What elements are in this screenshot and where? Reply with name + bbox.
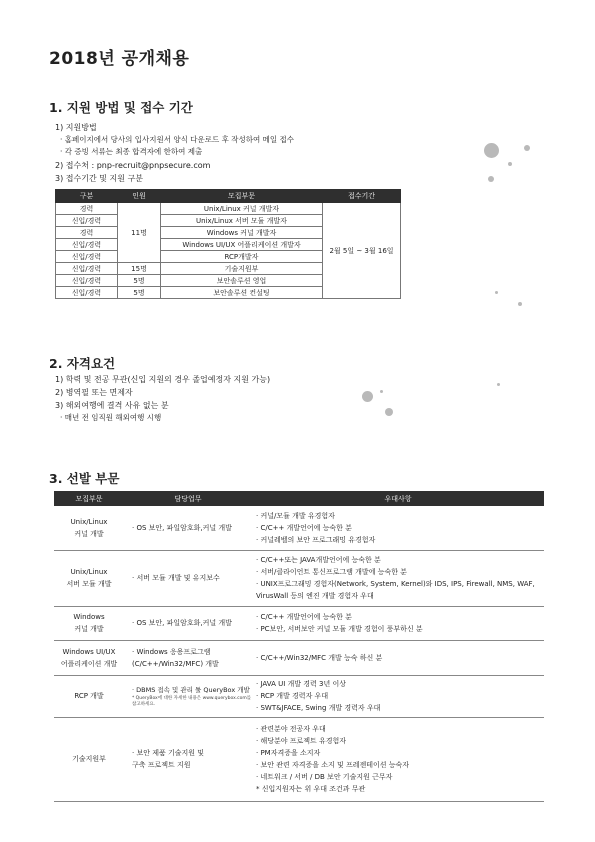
t1-role: 기술지원부 [161,263,323,275]
pref-line: · 서버/클라이언트 통신프로그램 개발에 능숙한 분 [256,568,407,576]
t2-prefs [252,675,544,717]
t2-prefs [252,606,544,640]
section3-heading: 3. 선발 부문 [49,471,120,486]
dept-line: Unix/Linux [70,568,108,576]
table-row [54,506,544,550]
positions-table [54,491,544,802]
duty-line: · DBMS 접속 및 관리 툴 QueryBox 개발 [132,686,250,694]
s2-item-4: · 매년 전 임직원 해외여행 시행 [60,413,162,422]
t1-role: 보안솔루션 영업 [161,275,323,287]
s1-item-1: 1) 지원방법 [55,123,97,132]
t2-prefs [252,717,544,801]
pref-line: · JAVA UI 개발 경력 3년 이상 [256,680,346,688]
t1-group-count: 11명 [118,203,161,263]
section2-heading: 2. 자격요건 [49,356,116,371]
decorative-dot [380,390,383,393]
t1-header-period: 접수기간 [323,190,401,203]
t1-header-type: 구분 [56,190,118,203]
duty-line: · 보안 제품 기술지원 및 [132,749,204,757]
pref-line: · SWT&JFACE, Swing 개발 경력자 우대 [256,704,381,712]
pref-line: * 신입지원자는 위 우대 조건과 무관 [256,785,366,793]
t1-count: 5명 [118,275,161,287]
t1-count: 5명 [118,287,161,299]
t2-dept [54,675,124,717]
duty-note-line: 참고하세요. [132,702,156,707]
pref-line: · C/C++ 개발언어에 능숙한 분 [256,613,352,621]
t1-role: Unix/Linux 서버 모듈 개발자 [161,215,323,227]
t2-dept [54,717,124,801]
t1-role: Windows UI/UX 어플리케이션 개발자 [161,239,323,251]
s2-item-2: 2) 병역필 또는 면제자 [55,388,133,397]
duty-line: · Windows 응용프로그램 [132,647,211,656]
decorative-dot [524,145,530,151]
s1-item-2: · 홈페이지에서 당사의 입사지원서 양식 다운로드 후 작성하여 메일 접수 [60,135,294,144]
table-row [54,717,544,801]
decorative-dot [518,302,522,306]
pref-line: · 해당분야 프로젝트 유경험자 [256,737,347,745]
table-row [54,640,544,675]
pref-line: · 커널/모듈 개발 유경험자 [256,511,335,520]
pref-line: · 관련분야 전공자 우대 [256,725,326,733]
pref-line: · UNIX프로그래밍 경험자(Network, System, Kernel)와 IDS, IPS, Firewall, NMS, WAF, [256,580,535,588]
decorative-dot [508,162,512,166]
t1-type: 경력 [56,227,118,239]
t1-type: 신입/경력 [56,239,118,251]
pref-line: · C/C++/Win32/MFC 개발 능숙 하신 분 [256,653,383,662]
table-row [54,675,544,717]
pref-line: · PC보안, 서버보안 커널 모듈 개발 경험이 풍부하신 분 [256,625,423,633]
s2-item-3: 3) 해외여행에 결격 사유 없는 분 [55,401,169,410]
dept-line: 커널 개발 [74,625,104,633]
duty-line: (C/C++/Win32/MFC) 개발 [132,659,219,668]
t2-duties [124,675,252,717]
dept-line: 커널 개발 [74,529,104,538]
dept-line: 어플리케이션 개발 [60,659,118,668]
t1-type: 신입/경력 [56,275,118,287]
pref-line: · PM자격증을 소지자 [256,749,321,757]
decorative-dot [495,291,498,294]
dept-line: RCP 개발 [74,692,104,700]
decorative-dot [484,143,499,158]
t1-type: 신입/경력 [56,215,118,227]
t1-type: 신입/경력 [56,287,118,299]
pref-line: · RCP 개발 경력자 우대 [256,692,329,700]
duty-line: · OS 보안, 파일암호화,커널 개발 [132,523,232,532]
t2-duties [124,550,252,606]
t2-dept [54,550,124,606]
t2-dept [54,640,124,675]
t2-header-dept: 모집부문 [54,491,124,506]
t1-count: 15명 [118,263,161,275]
t2-header-duties: 담당업무 [124,491,252,506]
duty-note-line: * QueryBox에 대한 자세한 내용은 www.querybox.com를 [132,696,252,701]
t1-role: 보안솔루션 컨설팅 [161,287,323,299]
t2-duties [124,717,252,801]
dept-line: Windows [73,613,105,621]
pref-line: · C/C++또는 JAVA개발언어에 능숙한 분 [256,556,381,564]
decorative-dot [497,383,500,386]
t1-period: 2월 5일 ~ 3월 16일 [323,203,401,299]
dept-line: Unix/Linux [70,517,108,526]
t1-header-role: 모집부문 [161,190,323,203]
duty-line: · 서버 모듈 개발 및 유지보수 [132,574,220,582]
duty-line: 구축 프로젝트 지원 [132,761,191,769]
t1-type: 경력 [56,203,118,215]
t2-prefs [252,506,544,550]
t2-header-prefs: 우대사항 [252,491,544,506]
t2-prefs [252,550,544,606]
duty-line: · OS 보안, 파일암호화,커널 개발 [132,619,232,627]
s2-item-1: 1) 학력 및 전공 무관(신입 지원의 경우 졸업예정자 지원 가능) [55,375,271,384]
decorative-dot [385,408,393,416]
t2-duties [124,606,252,640]
t1-role: Unix/Linux 커널 개발자 [161,203,323,215]
t1-header-count: 인원 [118,190,161,203]
t2-duties [124,506,252,550]
t1-role: Windows 커널 개발자 [161,227,323,239]
t2-duties [124,640,252,675]
pref-line: · C/C++ 개발언어에 능숙한 분 [256,523,352,532]
t2-dept [54,606,124,640]
dept-line: Windows UI/UX [62,647,116,656]
decorative-dot [362,391,373,402]
decorative-dot [488,176,494,182]
table-row [54,606,544,640]
t1-type: 신입/경력 [56,251,118,263]
table-row [56,203,401,215]
t2-dept [54,506,124,550]
dept-line: 기술지원부 [72,755,106,763]
t1-role: RCP개발자 [161,251,323,263]
table-row [54,550,544,606]
pref-line: VirusWall 등의 엔진 개발 경험자 우대 [256,592,374,600]
pref-line: · 보안 관련 자격증을 소지 및 프레젠테이션 능숙자 [256,761,410,769]
pref-line: · 커널레벨의 보안 프로그래밍 유경험자 [256,535,376,544]
t2-prefs [252,640,544,675]
section1-heading: 1. 지원 방법 및 접수 기간 [49,100,193,115]
s1-item-3: · 각 증빙 서류는 최종 합격자에 한하여 제출 [60,147,203,156]
page-title: 2018년 공개채용 [49,49,190,69]
recruit-period-table [55,189,401,299]
dept-line: 서버 모듈 개발 [66,580,112,588]
s1-item-5: 3) 접수기간 및 지원 구분 [55,174,143,183]
t1-type: 신입/경력 [56,263,118,275]
s1-item-4: 2) 접수처 : pnp-recruit@pnpsecure.com [55,161,211,170]
pref-line: · 네트워크 / 서버 / DB 보안 기술지원 근무자 [256,773,393,781]
